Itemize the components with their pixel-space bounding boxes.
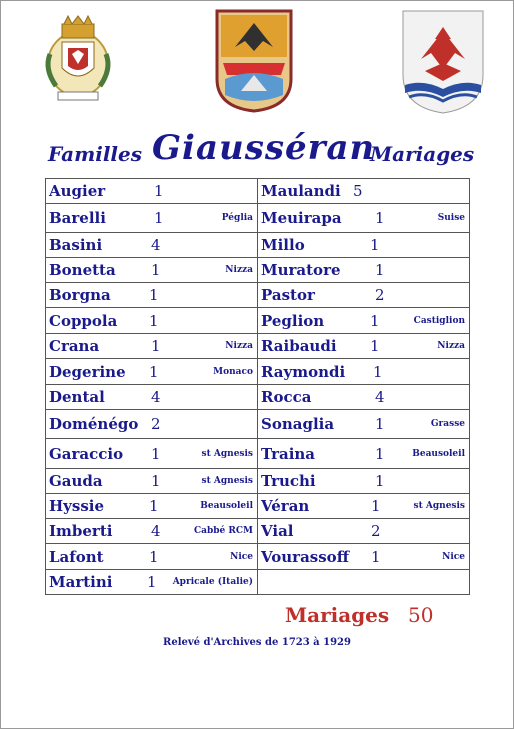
table-cell-right: [258, 519, 470, 544]
place-label: Monaco: [213, 366, 253, 377]
table-row: [46, 494, 470, 519]
table-row: [46, 233, 470, 258]
total-label: Mariages: [285, 603, 390, 627]
table-cell-right: [258, 359, 470, 385]
marriage-count: 1: [375, 472, 385, 490]
place-label: Grasse: [430, 419, 465, 429]
place-label: Apricale (Italie): [172, 577, 253, 587]
marriage-count: 1: [371, 547, 381, 566]
table-cell-right: [258, 283, 470, 308]
table-cell-right: [258, 570, 470, 595]
table-row: [46, 439, 470, 469]
table-cell-left: [46, 469, 258, 494]
family-name: Crana: [49, 337, 100, 355]
table-cell-right: [258, 179, 470, 204]
table-row: [46, 258, 470, 283]
place-label: Péglia: [221, 213, 253, 223]
table-cell-left: [46, 439, 258, 469]
marriage-count: 4: [151, 388, 161, 406]
title-left-word: Familles: [48, 142, 143, 166]
table-cell-left: [46, 179, 258, 204]
place-label: Beausoleil: [200, 501, 253, 511]
table-row: [46, 519, 470, 544]
family-name: Muratore: [261, 261, 341, 279]
family-name: Bonetta: [49, 261, 116, 279]
family-name: Barelli: [49, 209, 106, 227]
table-cell-left: [46, 494, 258, 519]
marriage-count: 1: [149, 547, 159, 566]
table-row: [46, 283, 470, 308]
marriage-count: 1: [149, 311, 159, 330]
marriage-count: 1: [371, 497, 381, 515]
family-name: Meuirapa: [261, 209, 342, 227]
table-cell-right: [258, 469, 470, 494]
table-row: [46, 385, 470, 410]
place-label: Nizza: [225, 265, 253, 275]
table-cell-left: [46, 385, 258, 410]
table-cell-right: [258, 233, 470, 258]
place-label: Cabbé RCM: [193, 526, 253, 536]
family-name: Garaccio: [49, 444, 124, 463]
place-label: st Agnesis: [201, 448, 253, 459]
place-label: Nice: [230, 551, 253, 562]
families-table: [45, 178, 470, 595]
family-name: Véran: [261, 497, 310, 515]
marriage-count: 1: [375, 415, 385, 433]
family-name: Sonaglia: [261, 415, 335, 433]
table-cell-left: [46, 283, 258, 308]
marriage-count: 1: [149, 497, 159, 515]
marriage-count: 2: [375, 286, 385, 304]
marriage-count: 5: [353, 182, 363, 200]
table-cell-right: [258, 385, 470, 410]
table-row: [46, 570, 470, 595]
table-cell-left: [46, 410, 258, 439]
family-name: Borgna: [49, 286, 111, 304]
marriage-count: 1: [375, 209, 385, 227]
marriage-count: 1: [151, 337, 161, 355]
family-name: Vial: [261, 522, 294, 540]
place-label: Nizza: [437, 341, 465, 351]
marriage-count: 1: [373, 362, 383, 381]
family-name: Imberti: [49, 522, 113, 540]
total-value: 50: [408, 603, 434, 627]
marriage-count: 1: [151, 261, 161, 279]
marriage-count: 4: [375, 388, 385, 406]
family-name: Pastor: [261, 286, 315, 304]
marriage-count: 1: [370, 311, 380, 330]
family-name: Raymondi: [261, 362, 346, 381]
family-name: Rocca: [261, 388, 312, 406]
table-cell-left: [46, 544, 258, 570]
marriage-count: 1: [370, 236, 380, 254]
place-label: st Agnesis: [413, 501, 465, 511]
table-row: [46, 544, 470, 570]
table-cell-left: [46, 258, 258, 283]
table-cell-left: [46, 308, 258, 334]
family-name: Raibaudi: [261, 337, 337, 355]
marriage-count: 1: [375, 261, 385, 279]
marriage-count: 1: [149, 362, 159, 381]
family-name: Lafont: [49, 547, 104, 566]
archive-note: Relevé d'Archives de 1723 à 1929: [163, 637, 351, 648]
table-row: [46, 179, 470, 204]
marriage-count: 1: [149, 286, 159, 304]
table-cell-left: [46, 204, 258, 233]
title-right-word: Mariages: [370, 142, 475, 166]
family-name: Degerine: [49, 362, 126, 381]
table-cell-left: [46, 519, 258, 544]
table-row: [46, 469, 470, 494]
table-cell-left: [46, 570, 258, 595]
place-label: Castiglion: [413, 315, 465, 326]
marriage-count: 4: [151, 522, 161, 540]
marriage-count: 1: [151, 472, 161, 490]
coat-of-arms-left: [40, 14, 116, 106]
table-row: [46, 204, 470, 233]
table-cell-right: [258, 544, 470, 570]
family-name: Vourassoff: [261, 547, 350, 566]
table-cell-left: [46, 359, 258, 385]
marriage-count: 1: [154, 182, 164, 200]
family-name: Peglion: [261, 311, 325, 330]
place-label: st Agnesis: [201, 476, 253, 486]
marriage-count: 1: [154, 209, 164, 227]
table-row: [46, 308, 470, 334]
place-label: Beausoleil: [412, 448, 465, 459]
family-name: Gauda: [49, 472, 103, 490]
table-cell-right: [258, 334, 470, 359]
marriage-count: 4: [151, 236, 161, 254]
table-row: [46, 359, 470, 385]
family-name: Augier: [49, 182, 106, 200]
family-name: Dental: [49, 388, 105, 406]
coat-of-arms-right: [401, 9, 485, 115]
place-label: Nice: [442, 551, 465, 562]
family-name: Hyssie: [49, 497, 105, 515]
table-cell-right: [258, 308, 470, 334]
table-row: [46, 410, 470, 439]
table-cell-right: [258, 258, 470, 283]
family-name: Maulandi: [261, 182, 341, 200]
coat-of-arms-center: [215, 9, 293, 113]
marriage-count: 2: [151, 415, 161, 433]
marriage-count: 1: [147, 573, 157, 591]
family-name: Traina: [261, 444, 316, 463]
table-cell-right: [258, 204, 470, 233]
family-name: Doménégo: [49, 415, 139, 433]
family-name: Truchi: [261, 472, 316, 490]
marriage-count: 2: [371, 522, 381, 540]
page-title: Giausséran: [152, 128, 376, 168]
place-label: Suise: [437, 213, 465, 223]
title-row: [0, 128, 514, 176]
marriage-count: 1: [151, 444, 161, 463]
family-name: Martini: [49, 573, 113, 591]
family-name: Millo: [261, 236, 305, 254]
table-cell-right: [258, 439, 470, 469]
marriage-count: 1: [370, 337, 380, 355]
family-name: Basini: [49, 236, 103, 254]
table-cell-right: [258, 494, 470, 519]
table-row: [46, 334, 470, 359]
place-label: Nizza: [225, 341, 253, 351]
marriage-count: 1: [375, 444, 385, 463]
table-cell-right: [258, 410, 470, 439]
family-name: Coppola: [49, 311, 118, 330]
table-cell-left: [46, 233, 258, 258]
table-cell-left: [46, 334, 258, 359]
